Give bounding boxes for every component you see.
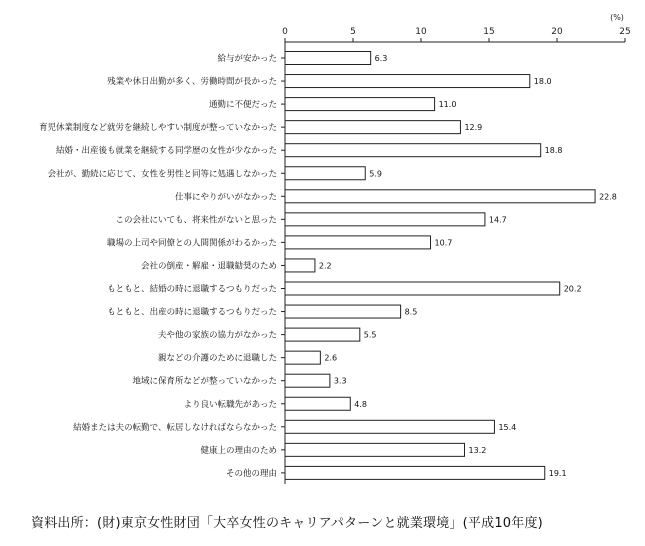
category-label-5: 会社が、勤続に応じて、女性を男性と同等に処遇しなかった (47, 169, 277, 180)
category-label-1: 残業や休日出勤が多く、労働時間が長かった (107, 77, 277, 88)
bar-12 (285, 328, 360, 341)
bar-3 (285, 121, 460, 134)
bar-4 (285, 144, 541, 157)
unit-label: (%) (610, 13, 624, 22)
category-label-16: 結婚または夫の転勤で、転居しなければならなかった (73, 422, 277, 433)
category-label-15: より良い転職先があった (183, 399, 277, 410)
x-tick-label-3: 15 (483, 27, 495, 37)
value-label-1: 18.0 (533, 77, 552, 87)
value-label-15: 4.8 (354, 399, 368, 409)
category-label-2: 通勤に不便だった (208, 100, 277, 111)
value-label-9: 2.2 (318, 261, 332, 271)
value-label-8: 10.7 (434, 238, 453, 248)
value-label-16: 15.4 (498, 422, 517, 432)
category-label-3: 育児休業制度など就労を継続しやすい制度が整っていなかった (38, 123, 277, 134)
category-label-18: その他の理由 (225, 468, 277, 479)
category-label-0: 給与が安かった (217, 54, 277, 64)
category-label-9: 会社の倒産・解雇・退職勧奨のため (140, 261, 277, 272)
bar-6 (285, 190, 595, 203)
category-label-8: 職場の上司や同僚との人間関係がわるかった (106, 238, 277, 249)
bar-7 (285, 213, 485, 226)
category-label-6: 仕事にやりがいがなかった (174, 192, 277, 203)
value-label-14: 3.3 (333, 376, 347, 386)
bar-13 (285, 351, 320, 364)
value-label-7: 14.7 (488, 215, 507, 225)
bar-15 (285, 397, 350, 410)
category-label-12: 夫や他の家族の協力がなかった (157, 330, 277, 341)
category-label-4: 結婚・出産後も就業を継続する同学歴の女性が少なかった (55, 146, 277, 157)
value-label-10: 20.2 (563, 284, 582, 294)
x-tick-label-1: 5 (350, 27, 356, 37)
bar-14 (285, 374, 330, 387)
x-tick-label-2: 10 (415, 27, 427, 37)
value-label-2: 11.0 (438, 100, 457, 110)
category-label-7: この会社にいても、将来性がないと思った (115, 215, 277, 226)
bar-10 (285, 282, 560, 295)
source-note: 資料出所：(財)東京女性財団「大卒女性のキャリアパターンと就業環境」(平成10年度) (31, 516, 543, 531)
bar-11 (285, 305, 401, 318)
value-label-17: 13.2 (468, 445, 487, 455)
bar-1 (285, 75, 530, 88)
x-tick-label-5: 25 (619, 27, 631, 37)
category-label-14: 地域に保育所などが整っていなかった (132, 376, 277, 387)
bar-0 (285, 52, 371, 65)
value-label-11: 8.5 (404, 307, 418, 317)
bar-16 (285, 420, 494, 433)
bar-18 (285, 466, 545, 479)
x-tick-label-0: 0 (282, 27, 288, 37)
value-label-3: 12.9 (464, 123, 483, 133)
category-label-13: 親などの介護のために退職した (157, 353, 277, 364)
value-label-13: 2.6 (324, 353, 338, 363)
category-label-11: もともと、出産の時に退職するつもりだった (107, 307, 277, 318)
category-label-17: 健康上の理由のため (200, 445, 277, 456)
x-tick-label-4: 20 (551, 27, 563, 37)
bar-5 (285, 167, 365, 180)
value-label-4: 18.8 (544, 146, 563, 156)
value-label-5: 5.9 (369, 169, 382, 179)
value-label-0: 6.3 (374, 54, 388, 63)
bar-17 (285, 443, 465, 456)
bar-8 (285, 236, 431, 249)
bar-9 (285, 259, 315, 272)
value-label-6: 22.8 (599, 192, 617, 202)
value-label-12: 5.5 (363, 330, 377, 340)
value-label-18: 19.1 (548, 468, 567, 478)
category-label-10: もともと、結婚の時に退職するつもりだった (107, 284, 277, 295)
bar-2 (285, 98, 435, 111)
